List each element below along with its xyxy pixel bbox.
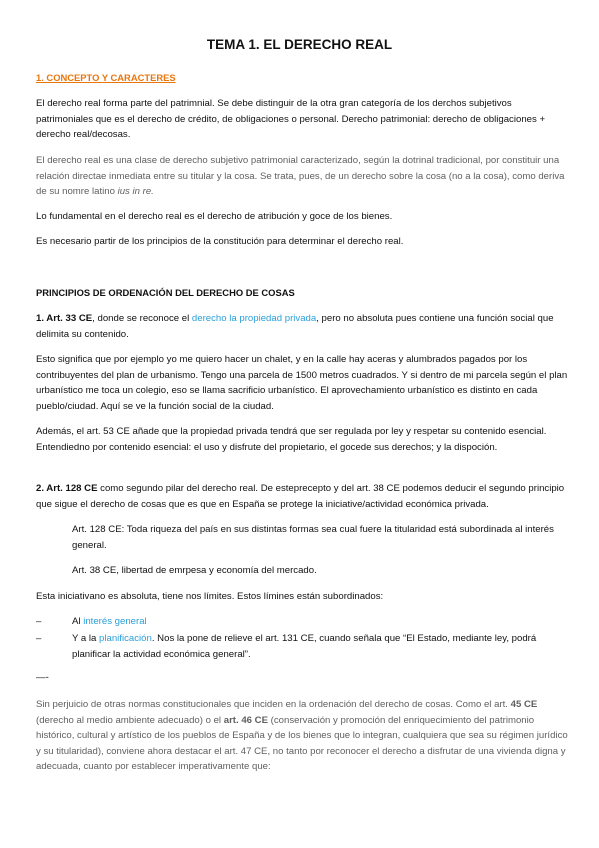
bullet-text (72, 614, 568, 630)
paragraph-derecho-real (36, 153, 568, 200)
art33-ref: 1. Art. 33 CE (36, 313, 93, 324)
section-heading-text: 1. CONCEPTO Y CARACTERES (36, 72, 176, 83)
art33-pre: , donde se reconoce el (92, 313, 192, 324)
principios-heading-text: PRINCIPIOS DE ORDENACIÓN DEL DERECHO DE COSAS (36, 287, 295, 298)
bullet-dash: – (36, 616, 42, 627)
paragraph-definition: El derecho real forma parte del patrimnial. Se debe distinguir de la otra gran categoría de los derchos subjetivos patrimoniales que es el derecho de crédito, de obligaciones o personal. Derecho patrimonial: derecho de obligaciones + derecho real/decosas. (36, 98, 546, 141)
art128-ref: 2. Art. 128 CE (36, 483, 98, 494)
separator: —- (36, 672, 49, 683)
final-art45: 45 CE (510, 699, 538, 710)
document-title: TEMA 1. EL DERECHO REAL (206, 37, 393, 52)
bullet-pre: Al (72, 616, 84, 627)
paragraph-art128 (36, 481, 568, 512)
bullet-text (72, 631, 568, 662)
final-text-2: (derecho al medio ambiente adecuado) o el (36, 714, 224, 726)
art33-post: , pero no absoluta pues contiene una función social que delimita su contenido. (36, 313, 554, 340)
quote-art128: Art. 128 CE: Toda riqueza del país en sus distintas formas sea cual fuere la titularidad está subordinada al interés general. (72, 524, 554, 551)
paragraph-derecho-real-text: El derecho real es una clase de derecho subjetivo patrimonial caracterizado, según la dotrinal tradicional, por constituir una relación directae inmediata entre su titular y la cosa. Se trata, pues, de un derecho sobre la cosa (no a la cosa), como deriva de su nomre latino (36, 155, 565, 198)
paragraph-art53: Además, el art. 53 CE añade que la propiedad privada tendrá que ser regulada por ley y respetar su contenido esencial. Entendiedno por contenido esencial: el uso y disfrute del propietario, el gocede sus derechos; y la dispoción. (36, 426, 547, 453)
principios-heading (36, 285, 568, 302)
section-heading (36, 70, 568, 87)
paragraph-limites: Esta iniciativano es absoluta, tiene nos límites. Estos límines están subordinados: (36, 591, 384, 602)
bullet-highlight: interés general (83, 616, 147, 627)
final-art46: art. 46 CE (223, 714, 268, 726)
bullet-dash: – (36, 633, 42, 644)
paragraph-final (36, 697, 568, 775)
art128-post: como segundo pilar del derecho real. De esteprecepto y del art. 38 CE podemos deducir el segundo principio que sigue el derecho de cosas que es que en España se protege la iniciative/actividad económica privada. (36, 483, 565, 510)
bullet-post: . Nos la pone de relieve el art. 131 CE, cuando señala que “El Estado, mediante ley, podrá planificar la actividad económica general”. (72, 633, 537, 660)
final-text-1: Sin perjuicio de otras normas constitucionales que inciden en la ordenación del derecho de cosas. Como el art. (36, 699, 511, 710)
quote-art38: Art. 38 CE, libertad de emrpesa y economía del mercado. (72, 565, 317, 576)
paragraph-constitucion: Es necesario partir de los principios de la constitución para determinar el derecho real. (36, 236, 404, 247)
latin-term: ius in re. (117, 186, 154, 198)
art33-highlight: derecho la propiedad privada (191, 313, 317, 324)
final-text-3: (conservación y promoción del enriquecimiento del patrimonio histórico, cultural y artístico de los pueblos de España y de los bienes que lo integran, cualquiera que sea su régimen jurídico y su titularidad), conviene ahora destacar el art. 47 CE, no tanto por reconocer el derecho a disfrutar de una vivienda digna y adecuada, cuanto por establecer imperativamente que: (36, 714, 568, 773)
paragraph-chalet: Esto significa que por ejemplo yo me quiero hacer un chalet, y en la calle hay aceras y alumbrados pagados por los contribuyentes del plan de urbanismo. Tengo una parcela de 1500 metros cuadrados. Y si dentro de mi parcela según el plan urbanístico me toca un colegio, eso se llama sacrificio urbanístico. El aprovechamiento urbanístico es distinto en cada pueblo/ciudad. Aquí se ve la función social de la ciudad. (36, 354, 568, 412)
bullet-pre: Y a la (72, 633, 100, 644)
paragraph-art33 (36, 311, 568, 342)
paragraph-fundamental: Lo fundamental en el derecho real es el derecho de atribución y goce de los bienes. (36, 211, 393, 222)
bullet-highlight: planificación (99, 633, 152, 644)
